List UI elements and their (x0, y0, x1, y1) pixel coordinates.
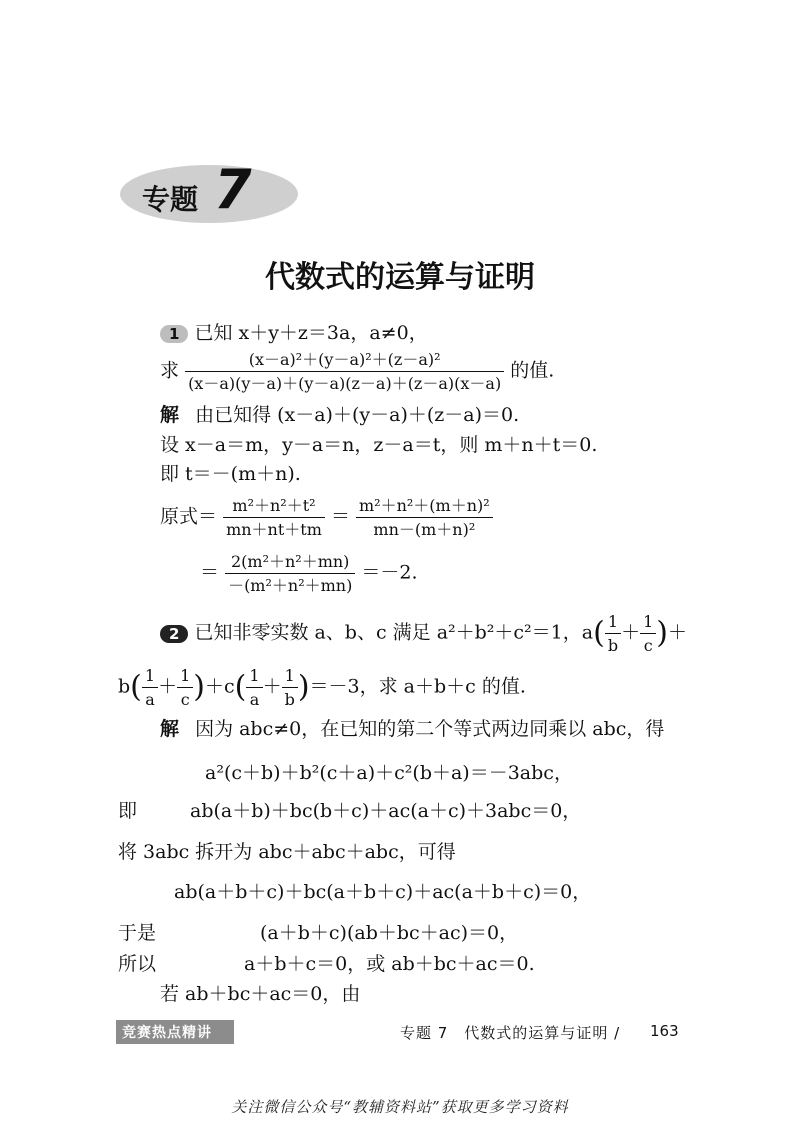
frac-1-b (605, 612, 621, 655)
yushi-label: 于是 (118, 922, 157, 944)
ask-fraction (185, 350, 504, 393)
series-label: 竞赛热点精讲 (122, 1025, 212, 1041)
frac-3-a-num: 1 (249, 666, 260, 685)
solution-text: 由已知得 (x－a)＋(y－a)＋(z－a)＝0. (195, 404, 520, 426)
problem1-given (160, 322, 428, 345)
frac-3-a-den: a (246, 687, 262, 709)
fraction-3-num: 2(m²＋n²＋mn) (230, 552, 350, 571)
ruo-line: 若 ab＋bc＋ac＝0，由 (160, 983, 361, 1005)
plus-sign-4: ＋ (262, 675, 282, 698)
paren-open-3: ( (234, 669, 247, 705)
equals-sign: ＝ (330, 505, 350, 528)
fraction-2-den: mn－(m＋n)² (356, 517, 493, 539)
fraction-2 (356, 496, 493, 539)
frac-3-b-den: b (282, 687, 298, 709)
ask-suffix: 的值. (510, 359, 555, 382)
problem1-result (200, 552, 418, 595)
plus-sign: ＋ (621, 621, 641, 644)
ask-prefix: 求 (160, 359, 180, 382)
problem1-badge: 1 (160, 325, 188, 343)
original-label: 原式＝ (160, 505, 218, 528)
ask-numerator: (x－a)²＋(y－a)²＋(z－a)² (248, 350, 441, 369)
ask-denominator: (x－a)(y－a)＋(y－a)(z－a)＋(z－a)(x－a) (185, 371, 504, 393)
problem2-badge: 2 (160, 625, 188, 643)
frac-1-b-num: 1 (607, 612, 619, 631)
frac-2-c-num: 1 (180, 666, 191, 685)
equals-sign-2: ＝ (200, 561, 220, 584)
page-title: 代数式的运算与证明 (265, 260, 535, 295)
frac-1-b-den: b (605, 633, 621, 655)
problem1-ask (160, 350, 554, 393)
frac-2-a-num: 1 (144, 666, 156, 685)
paren-open: ( (593, 615, 605, 651)
problem2-given-text: 已知非零实数 a、b、c 满足 a²＋b²＋c²＝1，a (194, 621, 594, 644)
fraction-3-den: －(m²＋n²＋mn) (225, 573, 355, 595)
frac-2-c-den: c (177, 687, 193, 709)
fraction-1-num: m²＋n²＋t² (232, 496, 316, 515)
problem1-solution-line3: 即 t＝－(m＋n). (160, 463, 301, 485)
paren-close: ) (656, 615, 668, 651)
ji-label: 即 (118, 800, 138, 822)
fraction-1 (223, 496, 325, 539)
frac-2-c (177, 666, 193, 709)
topic-number: 7 (214, 158, 252, 221)
problem2-given-line1 (160, 612, 687, 655)
frac-2-a-den: a (142, 687, 158, 709)
coef-b: b (118, 675, 131, 698)
frac-3-a (246, 666, 262, 709)
coef-c: ＋c (205, 675, 235, 698)
frac-1-c-num: 1 (643, 612, 654, 631)
fraction-3 (225, 552, 355, 595)
topic-label: 专题 (142, 183, 199, 216)
frac-2-a (142, 666, 158, 709)
equation-2: ab(a＋b)＋bc(b＋c)＋ac(a＋c)＋3abc＝0， (190, 800, 582, 822)
paren-close-2: ) (193, 669, 205, 705)
frac-3-b (282, 666, 298, 709)
plus-sign-2: ＋ (667, 621, 687, 644)
equation-4: (a＋b＋c)(ab＋bc＋ac)＝0， (260, 922, 519, 944)
problem1-solution-line1 (160, 404, 519, 427)
solution-label: 解 (160, 404, 180, 426)
paren-close-3: ) (297, 669, 310, 705)
problem2-given-line2 (118, 666, 526, 709)
solution2-label: 解 (160, 718, 180, 740)
solution2-text: 因为 abc≠0，在已知的第二个等式两边同乘以 abc，得 (195, 718, 665, 740)
watermark-text: 关注微信公众号“教辅资料站”获取更多学习资料 (231, 1098, 569, 1116)
suoyi-label: 所以 (118, 953, 157, 975)
equation-1: a²(c＋b)＋b²(c＋a)＋c²(b＋a)＝－3abc， (205, 762, 573, 784)
problem1-original (160, 496, 493, 539)
problem2-solution-line1 (160, 718, 664, 741)
paren-open-2: ( (130, 669, 142, 705)
equation-5: a＋b＋c＝0，或 ab＋bc＋ac＝0. (244, 953, 535, 975)
frac-1-c-den: c (640, 633, 656, 655)
problem1-given-text: 已知 x＋y＋z＝3a，a≠0， (194, 322, 428, 344)
split-text: 将 3abc 拆开为 abc＋abc＋abc，可得 (118, 841, 456, 863)
page-number: 163 (650, 1022, 679, 1040)
fraction-2-num: m²＋n²＋(m＋n)² (359, 496, 490, 515)
problem2-tail: ＝－3，求 a＋b＋c 的值. (309, 675, 526, 698)
problem1-solution-line2: 设 x－a＝m，y－a＝n，z－a＝t，则 m＋n＋t＝0. (160, 434, 598, 456)
frac-3-b-num: 1 (284, 666, 295, 685)
plus-sign-3: ＋ (158, 675, 178, 698)
result-text: ＝－2. (361, 561, 418, 584)
running-header: 专题 7 代数式的运算与证明 / (400, 1024, 621, 1042)
frac-1-c (640, 612, 656, 655)
fraction-1-den: mn＋nt＋tm (223, 517, 325, 539)
equation-3: ab(a＋b＋c)＋bc(a＋b＋c)＋ac(a＋b＋c)＝0， (174, 881, 592, 903)
